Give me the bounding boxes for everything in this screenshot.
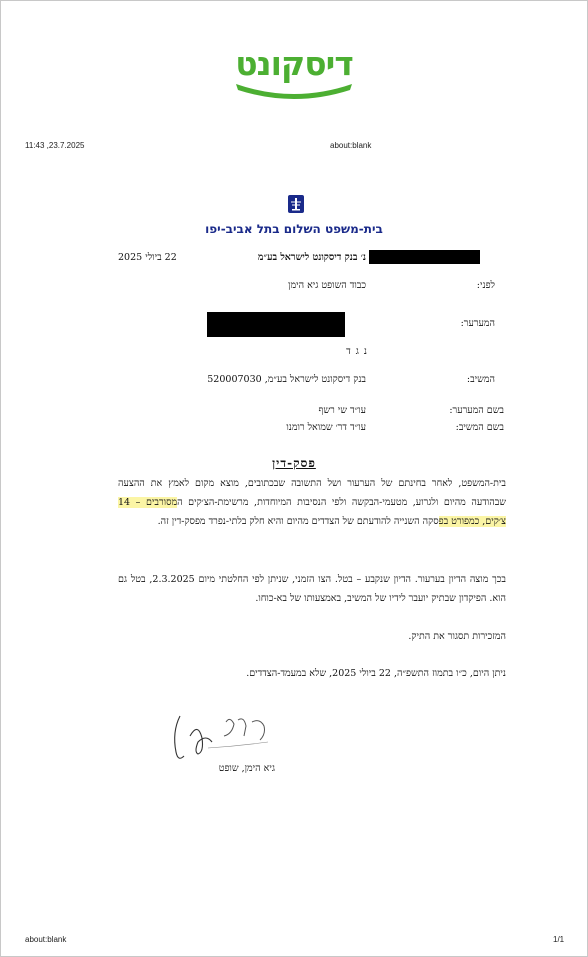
discount-logo: [232, 44, 356, 100]
judge-name: כבוד השופט גיא הימן: [288, 280, 366, 291]
logo-swoosh-icon: [232, 78, 356, 100]
judgment-title: פסק-דין: [272, 456, 316, 470]
print-url: about:blank: [330, 141, 372, 150]
footer-url: about:blank: [25, 935, 67, 944]
print-datetime: 11:43 ,23.7.2025: [25, 141, 85, 150]
appellant-counsel-label: בשם המערער:: [449, 405, 504, 416]
paragraph-2: בכך מוצה הדיון בערעור. הדיון שנקבע – בטל. הצו הזמני, שניתן לפי החלטתי מיום 2.3.2025, בטל גם הוא. הפיקדון שבתיק יועבר לידיו של המשיב, באמצעותו של בא-כוחו.: [118, 574, 507, 604]
respondent-label: המשיב:: [466, 374, 495, 385]
paragraph-1-start: בית-המשפט, לאחר בחינתם של הערעור ושל התשובה שבכתובים, מוצא מקום לאמץ את ההצעה שבהודעה מהיום ולגרוע, מטעמי-הבקשה ולפי הנסיבות המיוחדות, מרשימת-הצ׳קים ה: [118, 478, 507, 508]
page-number: 1/1: [553, 935, 565, 944]
case-parties: נ׳ בנק דיסקונט לישראל בע״מ: [257, 252, 366, 263]
paragraph-4: ניתן היום, כ״ו בתמוז התשפ״ה, 22 ביולי 2025, שלא במעמד-הצדדים.: [246, 668, 506, 679]
case-date: 22 ביולי 2025: [118, 252, 177, 263]
paragraph-1: [118, 474, 506, 531]
respondent-name: בנק דיסקונט לישראל בע״מ, 520007030: [207, 374, 366, 385]
appellant-label: המערער:: [460, 318, 495, 329]
appellant-counsel-name: עו״ד שי רשף: [318, 405, 366, 416]
paragraph-1-end: סקה השנייה להודעתם של הצדדים מהיום והיא חלק בלתי-נפרד מפסק-דין זה.: [157, 516, 439, 527]
court-name: בית-משפט השלום בתל אביב-יפו: [205, 222, 383, 236]
paragraph-3: המזכירות תסגור את התיק.: [408, 631, 506, 642]
highlighted-text: מסורבים – 14 צ׳קים, כמפורט בפ: [118, 497, 506, 527]
versus-text: נ ג ד: [346, 346, 368, 357]
state-emblem-icon: [287, 194, 305, 214]
signature-name: גיא הימן, שופט: [218, 763, 275, 774]
redaction-box: [369, 250, 480, 264]
respondent-counsel-label: בשם המשיב:: [455, 422, 504, 433]
before-label: לפני:: [476, 280, 495, 291]
respondent-counsel-name: עו״ד דר׳ שמואל רומנו: [286, 422, 366, 433]
redaction-box: [207, 312, 345, 337]
logo-text: דיסקונט: [235, 44, 353, 83]
handwritten-signature: [168, 712, 278, 768]
